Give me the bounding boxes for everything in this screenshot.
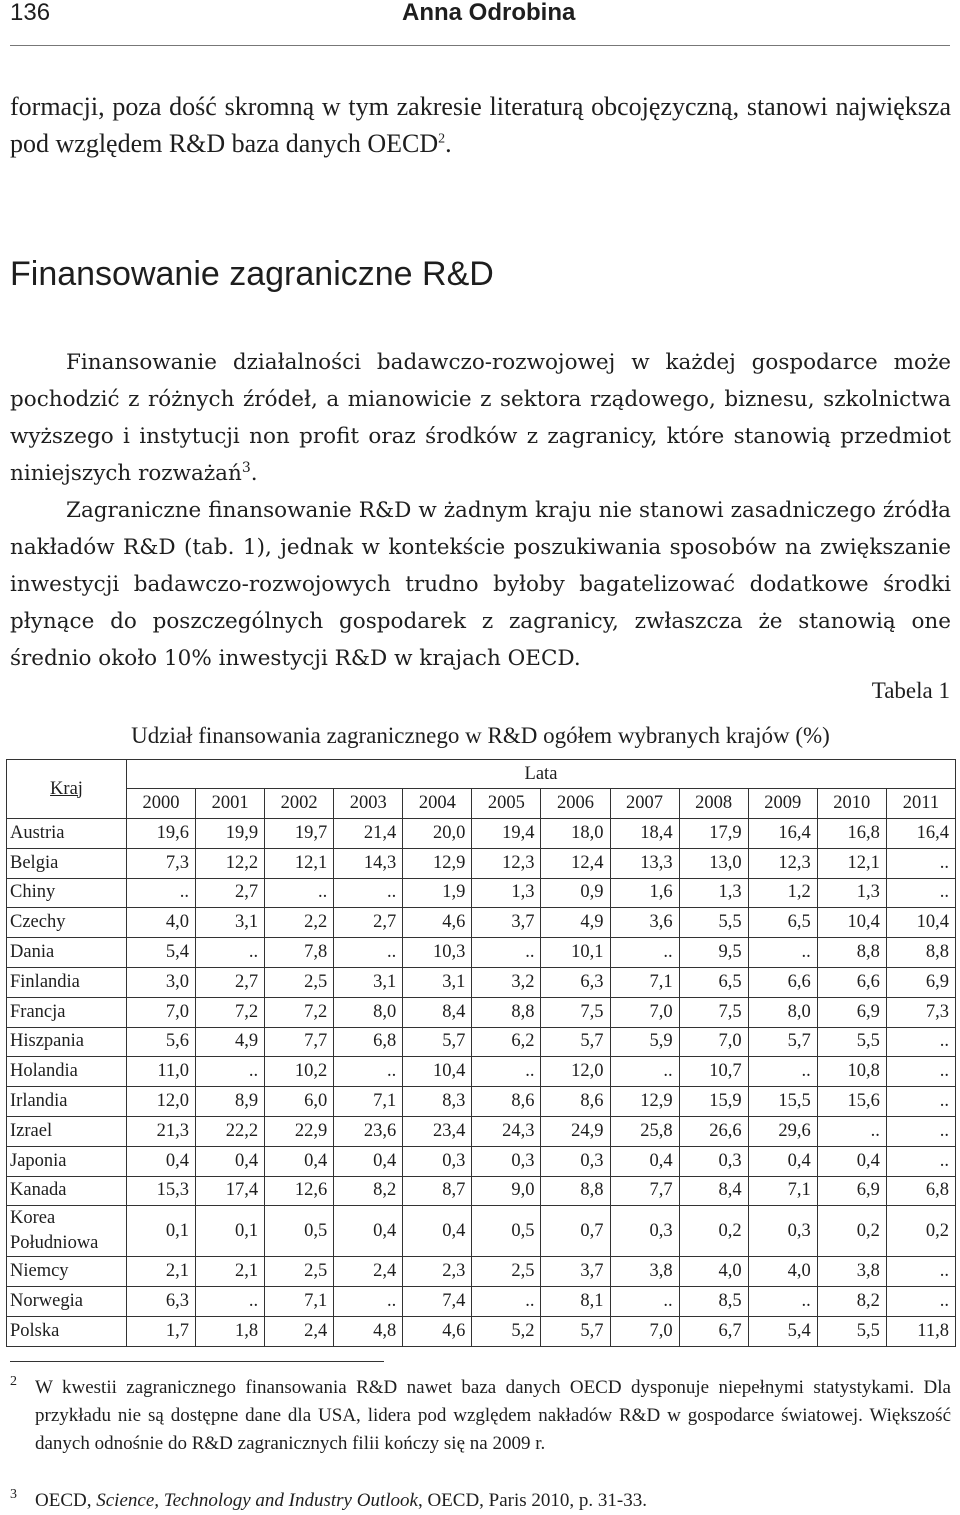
header-rule [10, 45, 950, 46]
value-cell: 6,0 [265, 1087, 334, 1117]
country-cell: Austria [7, 819, 127, 849]
value-cell: 1,3 [817, 878, 886, 908]
value-cell: 8,8 [817, 938, 886, 968]
value-cell: 8,2 [817, 1287, 886, 1317]
value-cell: 1,2 [748, 878, 817, 908]
value-cell: 5,4 [126, 938, 195, 968]
value-cell: 0,3 [748, 1206, 817, 1257]
value-cell: 7,8 [265, 938, 334, 968]
value-cell: 8,4 [403, 997, 472, 1027]
value-cell: 12,9 [610, 1087, 679, 1117]
country-cell: Hiszpania [7, 1027, 127, 1057]
value-cell: 3,7 [541, 1257, 610, 1287]
section-paragraph-2 [10, 492, 951, 677]
value-cell: 24,3 [472, 1116, 541, 1146]
years-group-header: Lata [126, 760, 955, 789]
value-cell: 5,5 [817, 1316, 886, 1346]
value-cell: 7,1 [265, 1287, 334, 1317]
value-cell: 15,3 [126, 1176, 195, 1206]
value-cell: 1,3 [472, 878, 541, 908]
value-cell: .. [817, 1116, 886, 1146]
value-cell: 7,3 [126, 848, 195, 878]
value-cell: 11,8 [886, 1316, 955, 1346]
table-row [7, 1087, 956, 1117]
value-cell: .. [886, 1027, 955, 1057]
value-cell: 9,5 [679, 938, 748, 968]
year-header: 2002 [265, 789, 334, 819]
value-cell: 0,4 [334, 1146, 403, 1176]
value-cell: 12,3 [472, 848, 541, 878]
value-cell: 5,7 [541, 1027, 610, 1057]
value-cell: 0,4 [196, 1146, 265, 1176]
value-cell: 16,8 [817, 819, 886, 849]
value-cell: 7,0 [126, 997, 195, 1027]
table-row [7, 997, 956, 1027]
country-cell: Polska [7, 1316, 127, 1346]
value-cell: 7,5 [541, 997, 610, 1027]
value-cell: 3,6 [610, 908, 679, 938]
value-cell: .. [334, 878, 403, 908]
value-cell: .. [334, 1287, 403, 1317]
value-cell: .. [748, 1057, 817, 1087]
value-cell: 7,7 [265, 1027, 334, 1057]
value-cell: 0,4 [748, 1146, 817, 1176]
value-cell: 17,9 [679, 819, 748, 849]
running-header [10, 0, 950, 38]
value-cell: 10,4 [817, 908, 886, 938]
value-cell: 8,3 [403, 1087, 472, 1117]
value-cell: 2,7 [196, 878, 265, 908]
table-row [7, 1146, 956, 1176]
value-cell: 12,1 [265, 848, 334, 878]
value-cell: 21,3 [126, 1116, 195, 1146]
value-cell: 8,8 [541, 1176, 610, 1206]
value-cell: 4,8 [334, 1316, 403, 1346]
table-row [7, 848, 956, 878]
section-paragraph-1 [10, 344, 951, 492]
value-cell: 8,8 [886, 938, 955, 968]
country-cell: Izrael [7, 1116, 127, 1146]
table-row [7, 1257, 956, 1287]
table-row [7, 1287, 956, 1317]
paragraph-2-text: Zagraniczne finansowanie R&D w żadnym kraju nie stanowi zasadniczego źródła nakładów R&D (tab. 1), jednak w kontekście poszukiwania sposobów na zwiększanie inwestycji badawczo-rozwojowych trudno byłoby bagatelizować dodatkowe środki płynące do poszczególnych gospodarek z zagranicy, zwłaszcza że stanowią one średnio około 10% inwestycji R&D w krajach OECD. [10, 498, 951, 671]
value-cell: 8,0 [748, 997, 817, 1027]
value-cell: 3,8 [610, 1257, 679, 1287]
paragraph-1-text: Finansowanie działalności badawczo-rozwojowej w każdej gospodarce może pochodzić z różnych źródeł, a mianowicie z sektora rządowego, biznesu, szkolnictwa wyższego i instytucji non profit oraz środków z zagranicy, które stanowią przedmiot niniejszych rozważań [10, 350, 951, 486]
value-cell: 8,6 [541, 1087, 610, 1117]
value-cell: 16,4 [748, 819, 817, 849]
value-cell: 0,9 [541, 878, 610, 908]
year-header-row [7, 789, 956, 819]
footnote-mark: 2 [10, 1374, 17, 1389]
value-cell: 7,0 [610, 997, 679, 1027]
value-cell: 4,0 [679, 1257, 748, 1287]
running-header-author: Anna Odrobina [402, 0, 576, 26]
value-cell: 8,8 [472, 997, 541, 1027]
table-row [7, 908, 956, 938]
value-cell: 10,3 [403, 938, 472, 968]
value-cell: 5,7 [403, 1027, 472, 1057]
value-cell: 2,1 [126, 1257, 195, 1287]
year-header: 2005 [472, 789, 541, 819]
country-cell: Niemcy [7, 1257, 127, 1287]
value-cell: 15,9 [679, 1087, 748, 1117]
value-cell: 2,7 [196, 967, 265, 997]
country-cell: Finlandia [7, 967, 127, 997]
value-cell: 3,0 [126, 967, 195, 997]
value-cell: 0,4 [265, 1146, 334, 1176]
value-cell: 2,2 [265, 908, 334, 938]
value-cell: 12,3 [748, 848, 817, 878]
value-cell: 6,6 [748, 967, 817, 997]
country-cell: Irlandia [7, 1087, 127, 1117]
value-cell: 10,8 [817, 1057, 886, 1087]
year-header: 2004 [403, 789, 472, 819]
table-row [7, 878, 956, 908]
value-cell: 12,1 [817, 848, 886, 878]
value-cell: 5,7 [541, 1316, 610, 1346]
value-cell: 20,0 [403, 819, 472, 849]
value-cell: 7,2 [265, 997, 334, 1027]
value-cell: 8,5 [679, 1287, 748, 1317]
value-cell: 7,1 [610, 967, 679, 997]
value-cell: 24,9 [541, 1116, 610, 1146]
value-cell: 4,9 [541, 908, 610, 938]
value-cell: 6,3 [126, 1287, 195, 1317]
value-cell: 1,6 [610, 878, 679, 908]
value-cell: 7,3 [886, 997, 955, 1027]
value-cell: 8,0 [334, 997, 403, 1027]
year-header: 2003 [334, 789, 403, 819]
value-cell: 26,6 [679, 1116, 748, 1146]
value-cell: 22,9 [265, 1116, 334, 1146]
value-cell: .. [886, 1287, 955, 1317]
value-cell: 0,4 [334, 1206, 403, 1257]
value-cell: 0,7 [541, 1206, 610, 1257]
table-row [7, 967, 956, 997]
value-cell: 5,5 [679, 908, 748, 938]
value-cell: .. [196, 1287, 265, 1317]
value-cell: 13,0 [679, 848, 748, 878]
value-cell: .. [886, 1257, 955, 1287]
value-cell: 4,9 [196, 1027, 265, 1057]
value-cell: 0,1 [126, 1206, 195, 1257]
value-cell: 7,1 [334, 1087, 403, 1117]
value-cell: 9,0 [472, 1176, 541, 1206]
intro-paragraph [10, 88, 951, 162]
value-cell: 0,3 [541, 1146, 610, 1176]
value-cell: 8,4 [679, 1176, 748, 1206]
value-cell: 0,4 [817, 1146, 886, 1176]
value-cell: 4,6 [403, 908, 472, 938]
value-cell: 10,7 [679, 1057, 748, 1087]
intro-text: formacji, poza dość skromną w tym zakresie literaturą obcojęzyczną, stanowi największa pod względem R&D baza danych OECD [10, 92, 951, 158]
value-cell: 12,0 [126, 1087, 195, 1117]
value-cell: .. [610, 1057, 679, 1087]
value-cell: 8,1 [541, 1287, 610, 1317]
value-cell: 6,9 [817, 1176, 886, 1206]
value-cell: 2,5 [265, 1257, 334, 1287]
country-cell: Dania [7, 938, 127, 968]
value-cell: 8,2 [334, 1176, 403, 1206]
value-cell: 15,5 [748, 1087, 817, 1117]
value-cell: 3,2 [472, 967, 541, 997]
year-header: 2010 [817, 789, 886, 819]
value-cell: 0,3 [679, 1146, 748, 1176]
year-header: 2006 [541, 789, 610, 819]
value-cell: .. [126, 878, 195, 908]
value-cell: 2,5 [265, 967, 334, 997]
table-body [7, 819, 956, 1347]
value-cell: 0,3 [610, 1206, 679, 1257]
value-cell: 6,9 [886, 967, 955, 997]
value-cell: 0,3 [403, 1146, 472, 1176]
value-cell: .. [886, 878, 955, 908]
value-cell: 8,7 [403, 1176, 472, 1206]
year-header: 2001 [196, 789, 265, 819]
value-cell: 6,3 [541, 967, 610, 997]
paragraph-1-end: . [250, 461, 258, 486]
value-cell: 6,9 [817, 997, 886, 1027]
value-cell: 0,3 [472, 1146, 541, 1176]
value-cell: 23,6 [334, 1116, 403, 1146]
country-cell: Holandia [7, 1057, 127, 1087]
value-cell: 6,8 [886, 1176, 955, 1206]
value-cell: .. [472, 938, 541, 968]
table-row [7, 1027, 956, 1057]
cited-title: Science, Technology and Industry Outlook [96, 1490, 418, 1511]
value-cell: 1,9 [403, 878, 472, 908]
value-cell: 29,6 [748, 1116, 817, 1146]
year-header: 2009 [748, 789, 817, 819]
year-header: 2008 [679, 789, 748, 819]
footnote-mark: 3 [10, 1487, 17, 1502]
value-cell: 5,7 [748, 1027, 817, 1057]
value-cell: 7,0 [610, 1316, 679, 1346]
value-cell: 2,4 [265, 1316, 334, 1346]
value-cell: 8,6 [472, 1087, 541, 1117]
value-cell: 0,4 [610, 1146, 679, 1176]
value-cell: 15,6 [817, 1087, 886, 1117]
value-cell: 16,4 [886, 819, 955, 849]
value-cell: .. [886, 1057, 955, 1087]
value-cell: 1,7 [126, 1316, 195, 1346]
table-row [7, 1057, 956, 1087]
value-cell: .. [748, 938, 817, 968]
country-cell: Japonia [7, 1146, 127, 1176]
value-cell: 3,8 [817, 1257, 886, 1287]
table-number: Tabela 1 [871, 678, 950, 703]
value-cell: 13,3 [610, 848, 679, 878]
value-cell: .. [886, 1146, 955, 1176]
value-cell: .. [196, 938, 265, 968]
footnote-3 [10, 1487, 951, 1515]
value-cell: 6,6 [817, 967, 886, 997]
value-cell: 5,5 [817, 1027, 886, 1057]
footnote-ref-3[interactable]: 3 [241, 459, 251, 476]
table-row [7, 938, 956, 968]
value-cell: 0,2 [817, 1206, 886, 1257]
value-cell: 1,8 [196, 1316, 265, 1346]
value-cell: 3,7 [472, 908, 541, 938]
footnote-2 [10, 1374, 951, 1458]
value-cell: 7,7 [610, 1176, 679, 1206]
value-cell: 3,1 [403, 967, 472, 997]
table-row [7, 1206, 956, 1257]
country-column-header: Kraj [7, 760, 127, 819]
footnote-ref-2[interactable]: 2 [438, 131, 446, 147]
value-cell: .. [886, 1116, 955, 1146]
country-cell: Kanada [7, 1176, 127, 1206]
value-cell: 18,4 [610, 819, 679, 849]
value-cell: 22,2 [196, 1116, 265, 1146]
country-cell: Norwegia [7, 1287, 127, 1317]
page-number: 136 [10, 0, 51, 26]
value-cell: 0,2 [886, 1206, 955, 1257]
value-cell: 11,0 [126, 1057, 195, 1087]
value-cell: .. [886, 1087, 955, 1117]
value-cell: .. [265, 878, 334, 908]
year-header: 2007 [610, 789, 679, 819]
country-cell: Francja [7, 997, 127, 1027]
value-cell: 2,4 [334, 1257, 403, 1287]
value-cell: 12,2 [196, 848, 265, 878]
value-cell: 4,0 [748, 1257, 817, 1287]
value-cell: 7,5 [679, 997, 748, 1027]
value-cell: 2,7 [334, 908, 403, 938]
country-cell: Czechy [7, 908, 127, 938]
value-cell: 10,1 [541, 938, 610, 968]
value-cell: .. [748, 1287, 817, 1317]
value-cell: 6,8 [334, 1027, 403, 1057]
value-cell: 18,0 [541, 819, 610, 849]
value-cell: 6,5 [679, 967, 748, 997]
value-cell: .. [334, 1057, 403, 1087]
value-cell: 3,1 [334, 967, 403, 997]
value-cell: 19,9 [196, 819, 265, 849]
footnote-2-text: W kwestii zagranicznego finansowania R&D nawet baza danych OECD dysponuje niepełnymi statystykami. Dla przykładu nie są dostępne dane dla USA, lidera pod względem nakładów R&D w gospodarce światowej. Większość danych odnośnie do R&D zagranicznych filii kończy się na 2009 r. [35, 1377, 951, 1454]
value-cell: 0,1 [196, 1206, 265, 1257]
value-cell: .. [886, 848, 955, 878]
value-cell: 10,4 [886, 908, 955, 938]
value-cell: 19,7 [265, 819, 334, 849]
value-cell: 5,6 [126, 1027, 195, 1057]
value-cell: 6,5 [748, 908, 817, 938]
value-cell: 5,2 [472, 1316, 541, 1346]
value-cell: 12,6 [265, 1176, 334, 1206]
value-cell: 14,3 [334, 848, 403, 878]
value-cell: 23,4 [403, 1116, 472, 1146]
value-cell: 0,5 [472, 1206, 541, 1257]
table-row [7, 1116, 956, 1146]
value-cell: 2,3 [403, 1257, 472, 1287]
value-cell: 19,6 [126, 819, 195, 849]
value-cell: 1,3 [679, 878, 748, 908]
country-cell: Chiny [7, 878, 127, 908]
value-cell: 21,4 [334, 819, 403, 849]
value-cell: 5,4 [748, 1316, 817, 1346]
data-table [6, 759, 956, 1347]
country-cell: Korea Południowa [7, 1206, 127, 1257]
value-cell: 6,7 [679, 1316, 748, 1346]
value-cell: .. [610, 1287, 679, 1317]
table-row [7, 819, 956, 849]
value-cell: 7,2 [196, 997, 265, 1027]
value-cell: 0,4 [126, 1146, 195, 1176]
value-cell: 10,2 [265, 1057, 334, 1087]
value-cell: 0,4 [403, 1206, 472, 1257]
value-cell: 8,9 [196, 1087, 265, 1117]
value-cell: .. [472, 1287, 541, 1317]
country-cell: Belgia [7, 848, 127, 878]
year-header: 2000 [126, 789, 195, 819]
value-cell: .. [472, 1057, 541, 1087]
year-header: 2011 [886, 789, 955, 819]
value-cell: 7,0 [679, 1027, 748, 1057]
section-heading: Finansowanie zagraniczne R&D [10, 255, 494, 293]
value-cell: .. [610, 938, 679, 968]
intro-end: . [445, 129, 452, 158]
value-cell: 12,9 [403, 848, 472, 878]
table-title: Udział finansowania zagranicznego w R&D ogółem wybranych krajów (%) [131, 723, 830, 748]
value-cell: 12,4 [541, 848, 610, 878]
value-cell: .. [334, 938, 403, 968]
value-cell: 5,9 [610, 1027, 679, 1057]
value-cell: 0,2 [679, 1206, 748, 1257]
value-cell: 2,5 [472, 1257, 541, 1287]
value-cell: 7,4 [403, 1287, 472, 1317]
footnote-3-text: OECD, Science, Technology and Industry Outlook, OECD, Paris 2010, p. 31-33. [35, 1490, 647, 1511]
value-cell: 4,6 [403, 1316, 472, 1346]
footnote-rule [10, 1361, 384, 1362]
value-cell: 2,1 [196, 1257, 265, 1287]
value-cell: 7,1 [748, 1176, 817, 1206]
table-row [7, 1316, 956, 1346]
value-cell: 4,0 [126, 908, 195, 938]
value-cell: 3,1 [196, 908, 265, 938]
value-cell: 10,4 [403, 1057, 472, 1087]
value-cell: 19,4 [472, 819, 541, 849]
value-cell: .. [196, 1057, 265, 1087]
value-cell: 17,4 [196, 1176, 265, 1206]
value-cell: 6,2 [472, 1027, 541, 1057]
value-cell: 12,0 [541, 1057, 610, 1087]
table-row [7, 1176, 956, 1206]
value-cell: 0,5 [265, 1206, 334, 1257]
value-cell: 25,8 [610, 1116, 679, 1146]
